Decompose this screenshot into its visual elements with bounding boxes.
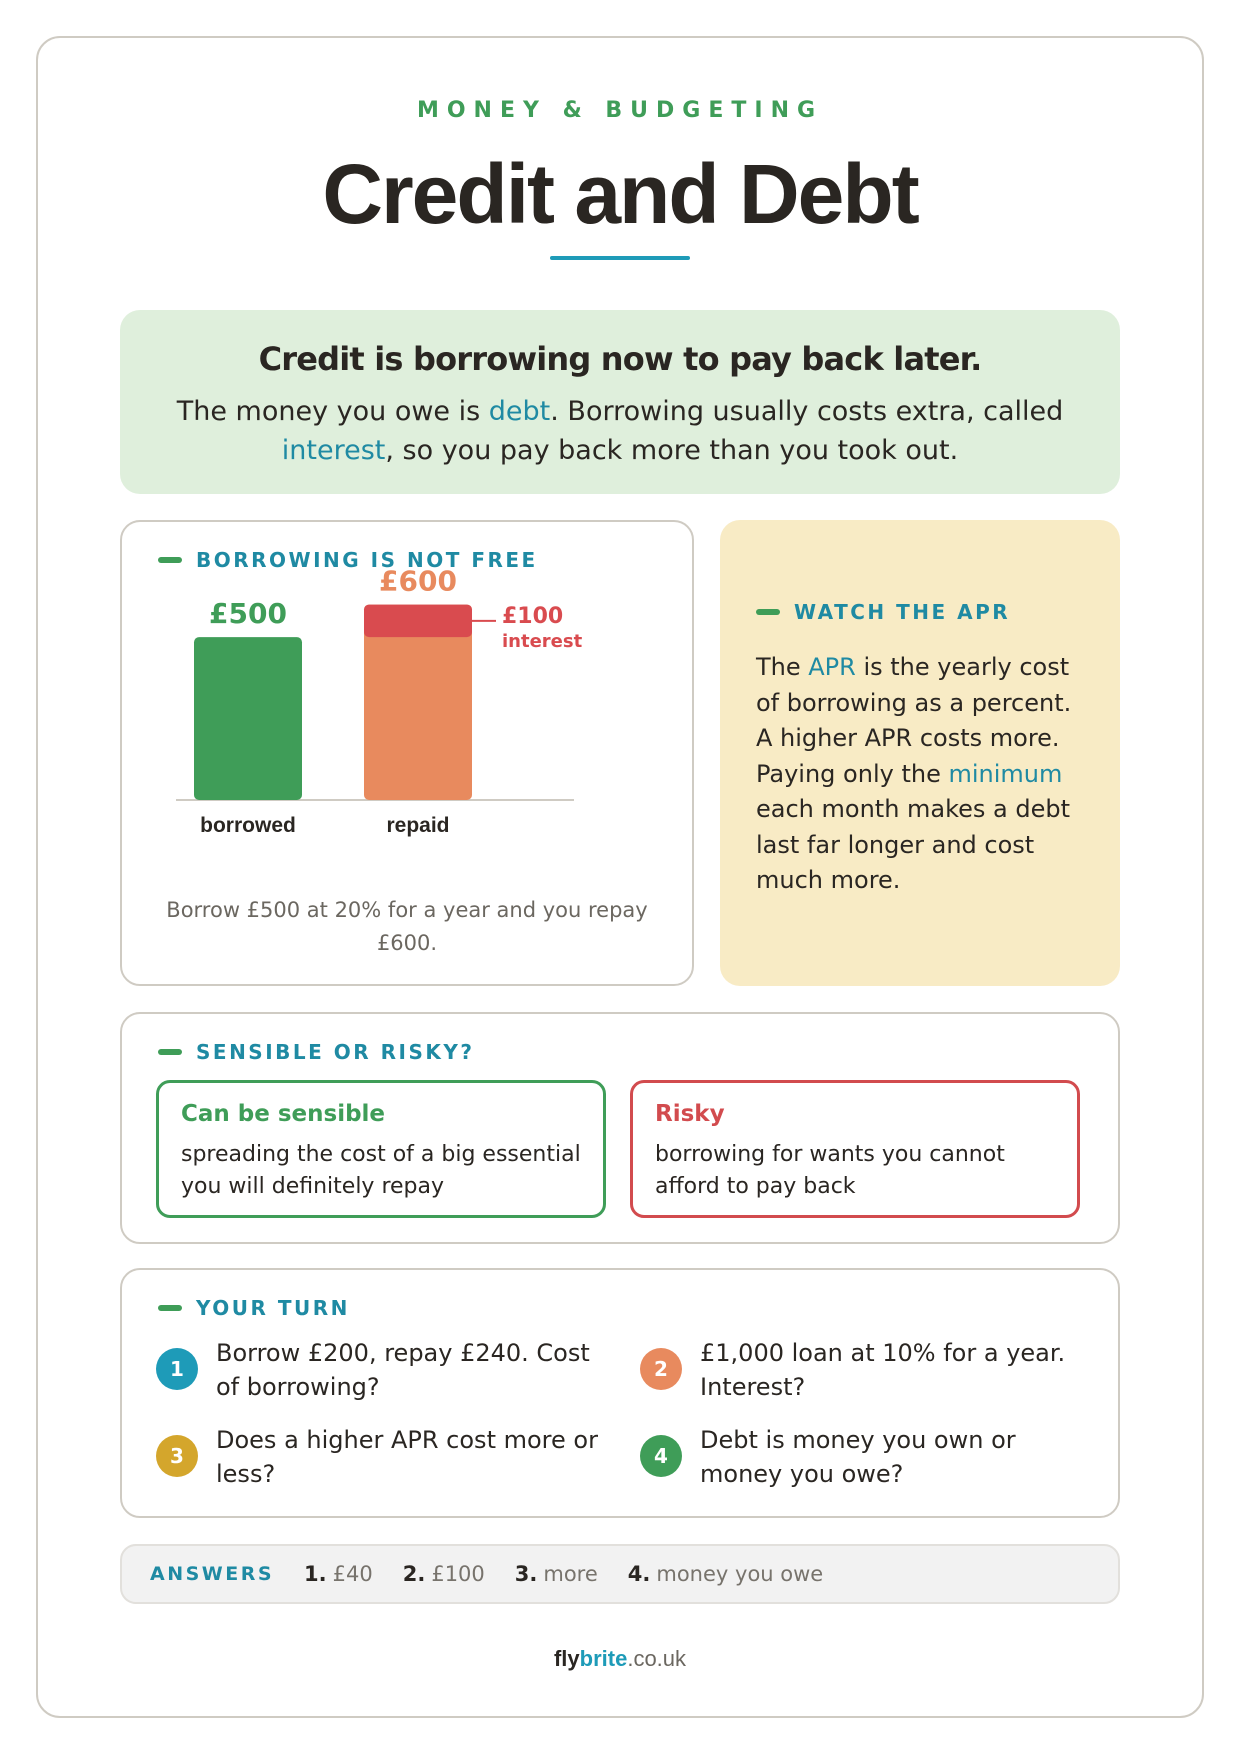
- answer-number: 1.: [304, 1562, 327, 1586]
- keyword-apr: APR: [808, 653, 856, 681]
- keyword-interest: interest: [281, 435, 386, 466]
- question-text: £1,000 loan at 10% for a year. Interest?: [700, 1339, 1066, 1401]
- value-label-interest: £100: [502, 603, 564, 629]
- question-text: Debt is money you own or money you owe?: [700, 1426, 1016, 1488]
- answers-strip: [120, 1544, 1120, 1604]
- apr-text-2: is the yearly cost of borrowing as a percent. A higher APR costs more. Paying only the: [756, 653, 1072, 788]
- bar-borrowed: [194, 637, 302, 800]
- keyword-debt: debt: [488, 396, 551, 427]
- answer-item: [628, 1562, 823, 1586]
- your-turn-label: [158, 1296, 350, 1320]
- answer-item: [515, 1562, 598, 1586]
- label-dash-icon: [158, 1049, 182, 1055]
- answer-item: [304, 1562, 373, 1586]
- footer-brand: [0, 1646, 1240, 1672]
- brand-domain: .co.uk: [627, 1646, 687, 1671]
- label-dash-icon: [158, 1305, 182, 1311]
- apr-body: [756, 650, 1090, 899]
- category-label-borrowed: borrowed: [200, 814, 296, 837]
- brand-fly: fly: [553, 1646, 580, 1671]
- category-label-repaid: repaid: [386, 814, 450, 837]
- title-underline: [550, 256, 690, 260]
- value-label-borrowed: £500: [209, 597, 287, 631]
- interest-label: interest: [502, 630, 583, 652]
- question-number-badge: 3: [156, 1435, 198, 1477]
- apr-section-label-text: WATCH THE APR: [794, 600, 1011, 624]
- sensible-text: spreading the cost of a big essential you will definitely repay: [181, 1142, 581, 1199]
- borrowing-bar-chart: [122, 522, 692, 882]
- answer-text: £100: [431, 1562, 485, 1586]
- apr-card: [720, 520, 1120, 986]
- chart-section-label-text: BORROWING IS NOT FREE: [196, 548, 538, 572]
- answer-text: £40: [332, 1562, 373, 1586]
- chart-caption: Borrow £500 at 20% for a year and you repay £600.: [166, 898, 648, 955]
- intro-body: [160, 392, 1080, 470]
- sensible-risky-card: [120, 1012, 1120, 1244]
- keyword-minimum: minimum: [948, 759, 1063, 788]
- answer-number: 2.: [402, 1562, 426, 1586]
- sensible-risky-label-text: SENSIBLE OR RISKY?: [196, 1040, 475, 1064]
- intro-headline: Credit is borrowing now to pay back later.: [258, 340, 982, 378]
- label-dash-icon: [756, 609, 780, 615]
- your-turn-card: [120, 1268, 1120, 1518]
- page-title: Credit and Debt: [322, 147, 918, 241]
- question-text: Borrow £200, repay £240. Cost of borrowing?: [216, 1339, 590, 1401]
- intro-panel: [120, 310, 1120, 494]
- sensible-risky-label: [158, 1040, 474, 1064]
- sensible-box: [156, 1080, 606, 1218]
- brand-brite: brite: [579, 1646, 628, 1671]
- apr-text-1: The: [756, 653, 809, 681]
- your-turn-label-text: YOUR TURN: [196, 1296, 350, 1320]
- topic-eyebrow: MONEY & BUDGETING: [416, 98, 824, 123]
- question-number-badge: 4: [640, 1435, 682, 1477]
- borrowing-chart-card: [120, 520, 694, 986]
- apr-text-3: each month makes a debt last far longer and cost much more.: [756, 795, 1071, 894]
- answer-number: 3.: [514, 1562, 538, 1586]
- intro-text-2: . Borrowing usually costs extra, called: [550, 396, 1064, 427]
- intro-text-3: , so you pay back more than you took out.: [385, 435, 959, 466]
- question-number-badge: 1: [156, 1348, 198, 1390]
- answer-item: [403, 1562, 485, 1586]
- apr-section-label: [756, 600, 1010, 624]
- risky-title: Risky: [655, 1101, 725, 1127]
- question-number-badge: 2: [640, 1348, 682, 1390]
- intro-text-1: The money you owe is: [176, 396, 489, 427]
- value-label-repaid: £600: [379, 564, 457, 598]
- bar-interest-segment: [364, 605, 472, 638]
- risky-text: borrowing for wants you cannot afford to pay back: [655, 1142, 1005, 1199]
- question-text: Does a higher APR cost more or less?: [216, 1426, 598, 1488]
- answer-number: 4.: [627, 1562, 651, 1586]
- answers-label: ANSWERS: [150, 1563, 275, 1585]
- answer-text: more: [543, 1562, 598, 1586]
- sensible-title: Can be sensible: [181, 1101, 386, 1127]
- answer-text: money you owe: [656, 1562, 824, 1586]
- risky-box: [630, 1080, 1080, 1218]
